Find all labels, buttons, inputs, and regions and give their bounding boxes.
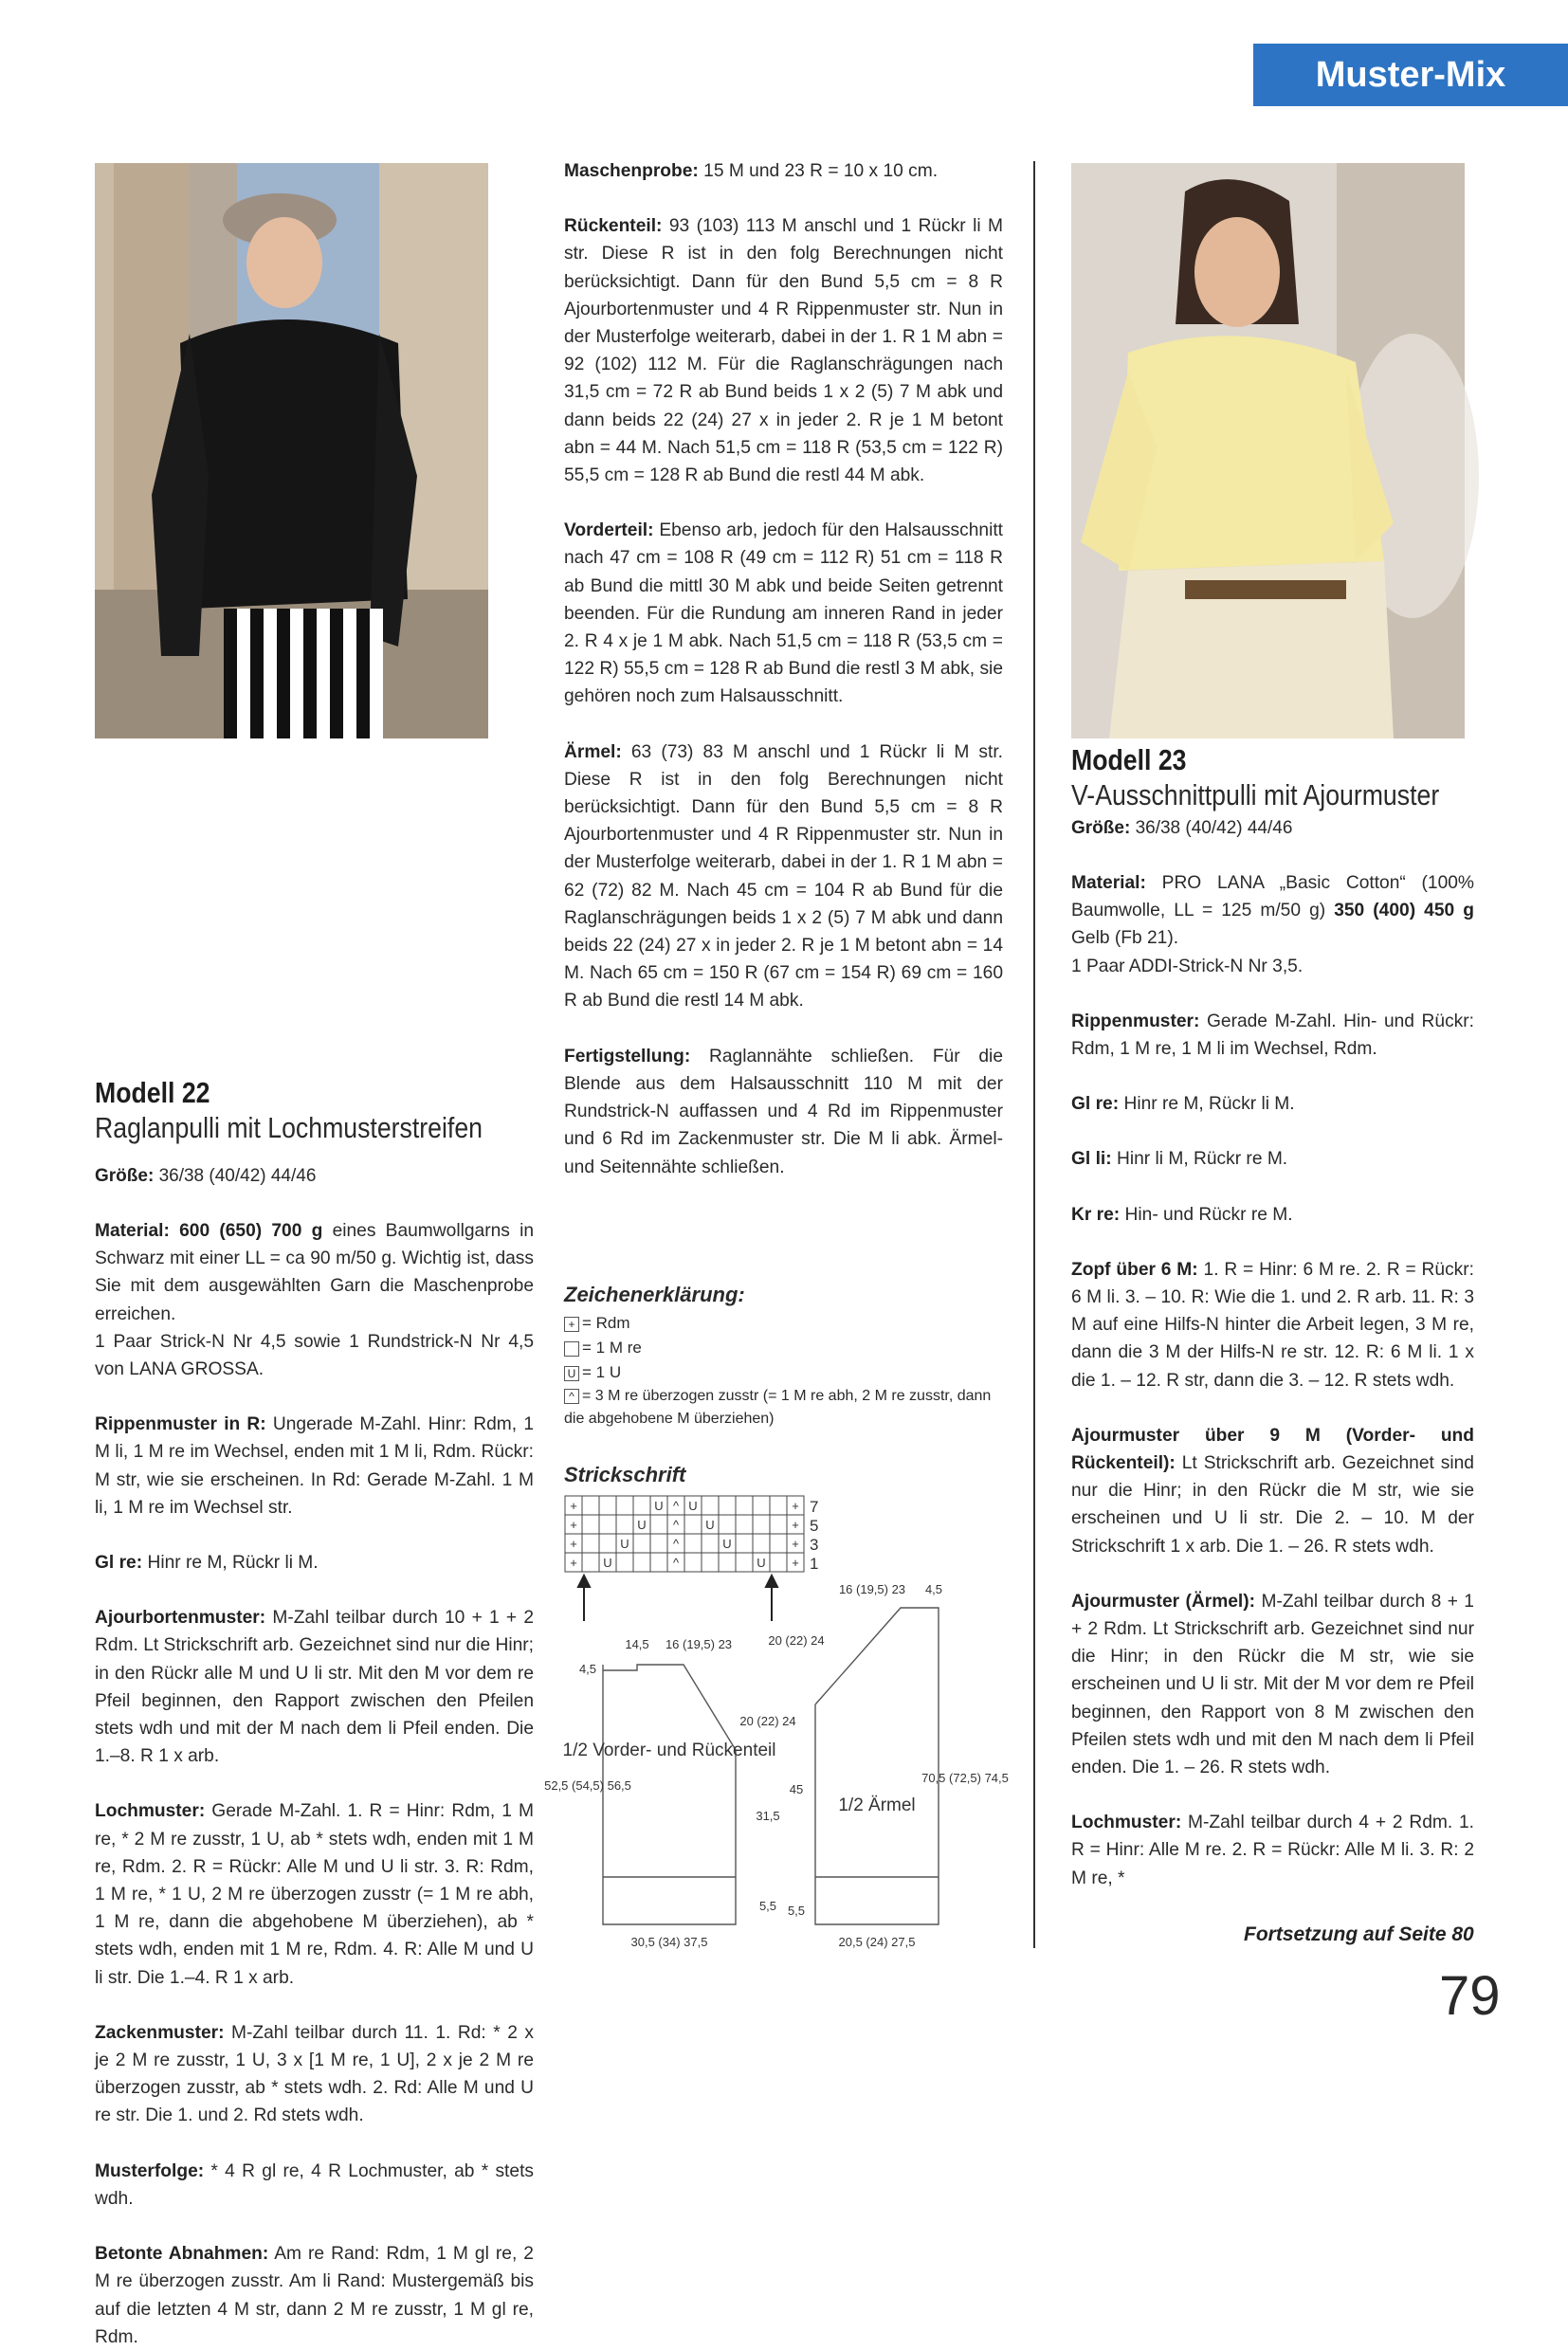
row-label-7: 7 <box>810 1498 819 1516</box>
rib-text: Ungerade M-Zahl. Hinr: Rdm, 1 M li, 1 M re im Wechsel, enden mit 1 M li, Rdm. Rückr: M str, wie sie erscheinen. In Rd: Gerade M-Zahl. 1 M li, 1 M re im Wechsel str. <box>95 1414 534 1518</box>
svg-text:+: + <box>570 1499 577 1513</box>
svg-text:U: U <box>654 1499 664 1513</box>
finishing-label: Fertigstellung: <box>564 1046 691 1066</box>
knitting-schematics <box>544 1488 1014 1953</box>
model-23-title: Modell 23 <box>1071 743 1187 776</box>
zigzag-text: M-Zahl teilbar durch 11. 1. Rd: * 2 x je 2 M re zusstr, 1 U, 3 x [1 M re, 1 U], 2 x je 2 M re überzogen zusstr, ab * stets wdh. 2. Rd: Alle M und U re str. Die 1. und 2. Rd stets wdh. <box>95 2022 534 2126</box>
body-dim-side: 31,5 <box>756 1809 780 1823</box>
sleeve-label: Ärmel: <box>564 741 622 762</box>
yarn-over-symbol: U <box>564 1366 579 1381</box>
model-22-title: Modell 22 <box>95 1076 210 1109</box>
model-23-subtitle: V-Ausschnittpulli mit Ajourmuster <box>1071 778 1440 811</box>
model-23-illustration <box>1071 163 1465 738</box>
sleeve-dim-left-top: 20 (22) 24 <box>768 1633 825 1648</box>
svg-text:+: + <box>792 1518 799 1532</box>
legend-item: ^ = 3 M re überzogen zusstr (= 1 M re abh, 2 M re zusstr, dann die abgehobene M überziehen) <box>564 1388 992 1427</box>
svg-text:^: ^ <box>672 1537 680 1551</box>
m23-ajour9-label: Ajourmuster über 9 M (Vorder- und Rückenteil): <box>1071 1425 1474 1474</box>
svg-text:U: U <box>705 1518 715 1532</box>
m23-material-label: Material: <box>1071 873 1146 893</box>
m23-size-label: Größe: <box>1071 818 1131 838</box>
lace-label: Lochmuster: <box>95 1801 206 1822</box>
page-number: 79 <box>1439 1965 1501 2027</box>
svg-text:^: ^ <box>672 1518 680 1532</box>
model-22-illustration <box>95 163 488 738</box>
m23-rib-label: Rippenmuster: <box>1071 1011 1200 1031</box>
column-right <box>1071 819 1474 1892</box>
m23-material-needles: 1 Paar ADDI-Strick-N Nr 3,5. <box>1071 956 1304 976</box>
rib-label: Rippenmuster in R: <box>95 1414 266 1435</box>
ajour-border-label: Ajourbortenmuster: <box>95 1608 266 1629</box>
body-label: 1/2 Vorder- und Rückenteil <box>562 1740 776 1760</box>
body-schematic <box>603 1665 736 1924</box>
svg-text:U: U <box>620 1537 629 1551</box>
decrease-symbol: ^ <box>564 1389 579 1404</box>
m23-material-amount: 350 (400) 450 g <box>1334 901 1474 921</box>
sleeve-dim-bottom: 5,5 <box>787 1904 806 1918</box>
body-dim-right-top: 20 (22) 24 <box>739 1714 796 1728</box>
m23-reverse-label: Gl li: <box>1071 1149 1112 1170</box>
knit-symbol <box>564 1341 579 1357</box>
continuation-note: Fortsetzung auf Seite 80 <box>1244 1923 1474 1945</box>
sleeve-label: 1/2 Ärmel <box>838 1795 916 1815</box>
size-label: Größe: <box>95 1166 155 1186</box>
gauge-label: Maschenprobe: <box>564 161 699 181</box>
front-text: Ebenso arb, jedoch für den Halsausschnitt nach 47 cm = 108 R (49 cm = 112 R) 51 cm = 118 R ab Bund die mittl 30 M abk und beide Seiten getrennt beenden. Für die Rundung am inneren Rand in jeder 2. R 4 x je 1 M abk. Nach 51,5 cm = 118 R (53,5 cm = 122 R) 55,5 cm = 128 R ab Bund die restl 3 M abk, sie gehören noch zum Halsausschnitt. <box>564 520 1004 707</box>
body-dim-width: 30,5 (34) 37,5 <box>630 1935 708 1949</box>
model-23-photo <box>1071 163 1465 738</box>
m23-reverse-text: Hinr li M, Rückr re M. <box>1116 1149 1288 1170</box>
svg-text:+: + <box>570 1518 577 1532</box>
m23-stockinette-text: Hinr re M, Rückr li M. <box>1123 1094 1295 1115</box>
sleeve-dim-right: 70,5 (72,5) 74,5 <box>921 1771 1009 1785</box>
back-text: 93 (103) 113 M anschl und 1 Rückr li M str. Diese R ist in den folg Berechnungen nicht berücksichtigt. Dann für den Bund 5,5 cm = 8 R Ajourbortenmuster und 4 R Rippenmuster str. Nun in der Musterfolge weiterarb, dabei in der 1. R 1 M abn = 92 (102) 112 M. Für die Raglanschrägungen nach 31,5 cm = 72 R ab Bund beids 1 x 2 (5) 7 M abk und dann beids 22 (24) 27 x in jeder 2. R je 1 M betont abn = 44 M. Nach 51,5 cm = 118 R (53,5 cm = 122 R) 55,5 cm = 128 R ab Bund die restl 44 M abk. <box>564 216 1003 486</box>
column-left <box>95 1076 534 2351</box>
decrease-text: Am re Rand: Rdm, 1 M gl re, 2 M re überzogen zusstr. Am li Rand: Mustergemäß bis auf die letzten 4 M str, dann 2 M re zusstr, 1 M gl re, Rdm. <box>95 2244 534 2347</box>
size-value: 36/38 (40/42) 44/46 <box>158 1166 317 1186</box>
finishing-text: Raglannähte schließen. Für die Blende aus dem Halsausschnitt 110 M mit der Rundstrick-N auffassen und 4 Rd im Rippenmuster und 6 Rd im Zackenmuster str. Die M li abk. Ärmel- und Seitennähte schließen. <box>564 1046 1003 1177</box>
m23-lace-label: Lochmuster: <box>1071 1813 1182 1833</box>
sleeve-dim-left: 45 <box>789 1782 804 1796</box>
material-needles: 1 Paar Strick-N Nr 4,5 sowie 1 Rundstrick-N Nr 4,5 von LANA GROSSA. <box>95 1331 534 1380</box>
sleeve-text: 63 (73) 83 M anschl und 1 Rückr li M str. Diese R ist in den folg Berechnungen nicht berücksichtigt. Dann für den Bund 5,5 cm = 8 R Ajourbortenmuster und 4 R Rippenmuster str. Nun in der Musterfolge weiterarb, dabei in der 1. R 1 M abn = 62 (72) 82 M. Nach 45 cm = 104 R ab Bund für die Raglanschrägungen beids 1 x 2 (5) 7 M abk und dann beids 22 (24) 27 x in jeder 2. R je 1 M betont abn = 14 M. Nach 65 cm = 150 R (67 cm = 154 R) 69 cm = 160 R ab Bund die restl 14 M abk. <box>564 741 1003 1011</box>
m23-garter-label: Kr re: <box>1071 1204 1121 1225</box>
m23-garter-text: Hin- und Rückr re M. <box>1124 1204 1293 1225</box>
sequence-label: Musterfolge: <box>95 2160 205 2181</box>
row-label-3: 3 <box>810 1536 819 1554</box>
m23-ajour9-text: Lt Strickschrift arb. Gezeichnet sind nur die Hinr; in den Rückr die M str, wie sie erscheinen und U li str. Die 2. – 10. M der Strickschrift 1 x arb. Die 1. – 26. R stets wdh. <box>1071 1453 1474 1557</box>
stitch-grid <box>565 1496 804 1572</box>
repeat-arrows <box>578 1576 777 1621</box>
gauge-text: 15 M und 23 R = 10 x 10 cm. <box>703 161 939 181</box>
legend-item: = 1 M re <box>564 1336 1010 1360</box>
svg-text:^: ^ <box>672 1499 680 1513</box>
material-text: eines Baumwollgarns in Schwarz mit einer LL = ca 90 m/50 g. Wichtig ist, dass Sie mit dem ausgewählten Garn die Maschenprobe erreichen. <box>95 1221 534 1324</box>
column-middle <box>564 157 1003 1209</box>
m23-ajour-sleeve-label: Ajourmuster (Ärmel): <box>1071 1591 1256 1612</box>
svg-text:+: + <box>792 1499 799 1513</box>
front-label: Vorderteil: <box>564 520 654 541</box>
body-dim-top-right: 16 (19,5) 23 <box>665 1637 733 1651</box>
sleeve-dim-top: 16 (19,5) 23 <box>838 1582 906 1596</box>
stockinette-text: Hinr re M, Rückr li M. <box>147 1553 319 1574</box>
row-label-5: 5 <box>810 1517 819 1535</box>
column-divider <box>1033 161 1035 1948</box>
svg-text:U: U <box>722 1537 732 1551</box>
m23-rib-text: Gerade M-Zahl. Hin- und Rückr: Rdm, 1 M re, 1 M li im Wechsel, Rdm. <box>1071 1011 1474 1060</box>
model-23-header <box>1071 743 1474 813</box>
edge-stitch-symbol: + <box>564 1317 579 1332</box>
body-dim-bottom: 5,5 <box>758 1899 777 1913</box>
legend-item: U = 1 U <box>564 1360 1010 1385</box>
svg-text:^: ^ <box>672 1556 680 1570</box>
m23-stockinette-label: Gl re: <box>1071 1094 1120 1115</box>
svg-text:U: U <box>688 1499 698 1513</box>
model-22-subtitle: Raglanpulli mit Lochmusterstreifen <box>95 1111 483 1144</box>
symbol-legend <box>564 1283 1010 1431</box>
model-22-photo <box>95 163 488 738</box>
lace-text: Gerade M-Zahl. 1. R = Hinr: Rdm, 1 M re, * 2 M re zusstr, 1 U, ab * stets wdh, enden mit 1 M re, Rdm. 2. R = Rückr: Alle M und U li str. 3. R: Rdm, 1 M re, * 1 U, 2 M re überzogen zusstr (= 1 M re abh, 1 M re, dann die abgehobene M überziehen), ab * stets wdh, enden mit 1 M re, Rdm. 4. R: Alle M und U li str. Die 1.–4. R 1 x arb. <box>95 1801 534 1988</box>
m23-cable-text: 1. R = Hinr: 6 M re. 2. R = Rückr: 6 M li. 3. – 10. R: Wie die 1. und 2. R arb. 11. R: 3 M auf eine Hilfs-N hinter die Arbeit legen, 3 M re, dann die 3 M der Hilfs-N re str. 12. R: 6 M li. 1 x die 1. – 12. R str, dann die 3. – 12. R stets wdh. <box>1071 1259 1474 1391</box>
body-dim-neck: 4,5 <box>578 1662 597 1676</box>
sleeve-dim-top2: 4,5 <box>924 1582 943 1596</box>
sequence-text: * 4 R gl re, 4 R Lochmuster, ab * stets wdh. <box>95 2160 534 2209</box>
svg-text:+: + <box>792 1556 799 1570</box>
row-label-1: 1 <box>810 1555 819 1573</box>
zigzag-label: Zackenmuster: <box>95 2022 225 2043</box>
back-label: Rückenteil: <box>564 216 663 237</box>
body-dim-left: 52,5 (54,5) 56,5 <box>544 1778 631 1793</box>
chart-title: Strickschrift <box>564 1463 686 1486</box>
m23-lace-text: M-Zahl teilbar durch 4 + 2 Rdm. 1. R = Hinr: Alle M re. 2. R = Rückr: Alle M li. 3. R: 2 M re, * <box>1071 1813 1474 1888</box>
m23-size-value: 36/38 (40/42) 44/46 <box>1135 818 1293 838</box>
section-tag: Muster-Mix <box>1253 44 1568 106</box>
sleeve-schematic <box>815 1608 939 1924</box>
svg-text:U: U <box>757 1556 766 1570</box>
svg-text:+: + <box>570 1556 577 1570</box>
sleeve-dim-width: 20,5 (24) 27,5 <box>838 1935 916 1949</box>
svg-text:U: U <box>637 1518 647 1532</box>
m23-material-text: PRO LANA „Basic Cotton“ (100% Baumwolle, LL = 125 m/50 g) <box>1071 873 1474 921</box>
stockinette-label: Gl re: <box>95 1553 143 1574</box>
svg-text:+: + <box>570 1537 577 1551</box>
legend-title: Zeichenerklärung: <box>564 1283 745 1306</box>
m23-cable-label: Zopf über 6 M: <box>1071 1259 1198 1280</box>
ajour-border-text: M-Zahl teilbar durch 10 + 1 + 2 Rdm. Lt Strickschrift arb. Gezeichnet sind nur die Hinr; in den Rückr alle M und U li str. Mit den M vor dem re Pfeil beginnen, den Rapport zwischen den Pfeilen stets wdh und mit der M nach dem li Pfeil enden. Die 1.–8. R 1 x arb. <box>95 1608 534 1767</box>
legend-item: + = Rdm <box>564 1311 1010 1336</box>
decrease-label: Betonte Abnahmen: <box>95 2244 269 2265</box>
m23-material-color: Gelb (Fb 21). <box>1071 928 1179 949</box>
m23-ajour-sleeve-text: M-Zahl teilbar durch 8 + 1 + 2 Rdm. Lt Strickschrift arb. Gezeichnet sind nur die Hinr; in den Rückr die M str, wie sie erscheinen und U li str. Mit der M vor dem re Pfeil beginnen, den Rapport von 8 M zwischen den Pfeilen stets wdh und mit den M nach dem li Pfeil enden. Die 1. – 26. R stets wdh. <box>1071 1591 1474 1778</box>
material-label: Material: 600 (650) 700 g <box>95 1221 323 1241</box>
body-dim-top-left: 14,5 <box>625 1637 649 1651</box>
svg-text:U: U <box>603 1556 612 1570</box>
svg-text:+: + <box>792 1537 799 1551</box>
